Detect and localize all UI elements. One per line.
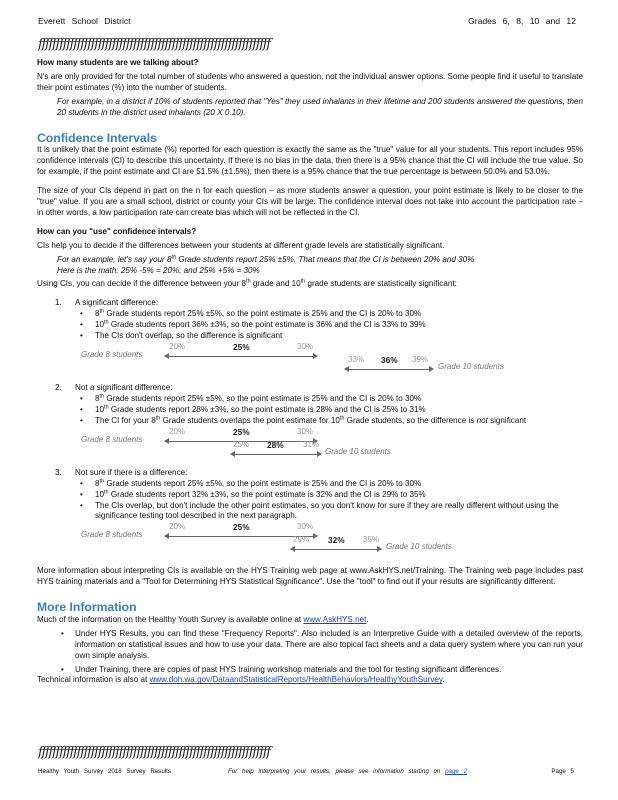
footer-decoration: ffffffffffffffffffffffffffffffffffffffffffffffffffffffffffffffffff	[38, 745, 270, 760]
page-2-link[interactable]: page 2	[445, 768, 468, 775]
item-number: 3.	[55, 467, 62, 477]
grade-8-high: 30%	[297, 342, 314, 352]
page-content	[37, 58, 583, 686]
grade-10-low: 25%	[233, 439, 250, 449]
ci-using-text: Using CIs, you can decide if the difference between your 8th grade and 10th grade students are statistically significant:	[37, 278, 457, 289]
ci-diagram-3	[45, 522, 583, 558]
ci-example-line-1: For an example, let's say your 8th Grade students report 25% ±5%. That means that the CI is between 20% and 30%	[57, 253, 475, 264]
grade-8-high: 30%	[297, 426, 314, 436]
askhys-link[interactable]: www.AskHYS.net	[303, 614, 367, 624]
grade-10-ci-arrow	[345, 369, 433, 370]
header-decoration: ffffffffffffffffffffffffffffffffffffffffffffffffffffffffffffffffff	[38, 37, 270, 52]
list-item: • Under HYS Results, you can find these "Frequency Reports". Also included is an Interpretive Guide with a detailed overview of the reports, information on statistical issues and how to use your data. There are also topical fact sheets and a data query system where you can run your own simple analysis.	[61, 628, 583, 660]
list-item: • 8th Grade students report 25% ±5%, so the point estimate is 25% and the CI is 20% to 30%	[80, 478, 422, 488]
more-info-intro: Much of the information on the Healthy Youth Survey is available online at www.AskHYS.net.	[37, 614, 369, 624]
list-item: • The CIs overlap, but don't include the other point estimates, so you don't know for sure if they are really different without using the significance testing tool described in the next paragraph.	[80, 500, 559, 521]
footer-center: For help interpreting your results, please see information starting on page 2	[228, 768, 468, 775]
grade-10-point: 28%	[267, 439, 284, 450]
ci-use-heading: How can you "use" confidence intervals?	[37, 226, 197, 236]
grade-10-label: Grade 10 students	[325, 446, 391, 456]
grade-8-label: Grade 8 students	[81, 350, 143, 360]
grade-10-label: Grade 10 students	[386, 542, 452, 552]
ci-diagram-2	[45, 427, 583, 463]
list-item: • The CIs don't overlap, so the difference is significant	[80, 331, 283, 341]
grade-10-high: 31%	[303, 439, 320, 449]
ci-paragraph-2: The size of your CIs depend in part on the n for each question – as more students answer a question, your point estimate is likely to be closer to the "true" value. If you are a small school, district or county your CIs will be large. The confidence interval does not take into account the participation rate – in other words, a low participation rate can create bias which will not be reflected in the CI.	[37, 186, 583, 217]
grade-10-high: 35%	[363, 535, 380, 545]
technical-info: Technical information is also at www.doh.wa.gov/DataandStatisticalReports/HealthBehaviors/HealthyYouthSurvey.	[37, 675, 445, 685]
list-item: • 10th Grade students report 28% ±3%, so the point estimate is 28% and the CI is 25% to 31%	[80, 404, 426, 414]
ci-example-line-2: Here is the math: 25% -5% = 20%, and 25% +5% = 30%	[57, 265, 260, 275]
item-title: A significant difference:	[75, 298, 159, 308]
grade-10-ci-arrow	[291, 549, 381, 550]
example-item-3	[37, 468, 583, 479]
grade-8-high: 30%	[297, 522, 314, 532]
ci-use-paragraph: CIs help you to decide if the differences between your students at different grade levels are statistically significant.	[37, 240, 445, 250]
grade-8-point: 25%	[233, 522, 250, 533]
grade-10-label: Grade 10 students	[438, 362, 504, 372]
item-title: Not a significant difference:	[75, 383, 173, 393]
more-ci-info: More information about interpreting CIs is available on the HYS Training web page at www.AskHYS.net/Training. The Training web page includes past HYS training materials and a "Tool for Determining HYS Statistical Significance". Use the "tool" to find out if your results are significantly different.	[37, 566, 583, 587]
item-number: 1.	[55, 298, 62, 308]
more-information-title: More Information	[37, 600, 137, 615]
grade-8-point: 25%	[233, 342, 250, 353]
item-number: 2.	[55, 383, 62, 393]
example-item-2	[37, 383, 583, 394]
doh-link[interactable]: www.doh.wa.gov/DataandStatisticalReports/HealthBehaviors/HealthyYouthSurvey	[149, 675, 443, 685]
item-title: Not sure if there is a difference:	[75, 467, 188, 477]
grade-10-low: 29%	[293, 535, 310, 545]
list-item: • The CI for your 8th Grade students overlaps the point estimate for 10th Grade students, so the difference is not significant	[80, 415, 527, 425]
header-district: Everett School District	[38, 16, 131, 26]
list-item: • 10th Grade students report 36% ±3%, so the point estimate is 36% and the CI is 33% to 39%	[80, 319, 426, 330]
grade-8-low: 20%	[169, 426, 186, 436]
intro-paragraph: N's are only provided for the total number of students who answered a question, not the individual answer options. Some people find it useful to translate their point estimates (%) into the number of students.	[37, 71, 583, 92]
footer-left: Healthy Youth Survey 2018 Survey Results	[38, 768, 171, 775]
example-item-1	[37, 298, 583, 309]
grade-8-low: 20%	[169, 342, 186, 352]
list-item: • Under Training, there are copies of past HYS training workshop materials and the tool for testing significant differences.	[61, 664, 502, 674]
intro-example: For example, in a district if 10% of students reported that "Yes" they used inhalants in their lifetime and 200 students answered the questions, then 20 students in the district used inhalants (20 X 0.10).	[57, 96, 583, 117]
ci-paragraph-1: It is unlikely that the point estimate (%) reported for each question is exactly the same as the "true" value for all your students. This report includes 95% confidence intervals (CI) to describe this uncertainty. If there is no bias in the data, then there is a 95% chance that the CI will include the true value. So for example, if the point estimate and CI are 51.5% (±1.5%), then there is a 95% chance that the true percentage is between 50.0% and 53.0%.	[37, 145, 583, 177]
list-item: • 8th Grade students report 25% ±5%, so the point estimate is 25% and the CI is 20% to 30%	[80, 393, 422, 403]
grade-10-high: 39%	[412, 355, 429, 365]
footer-page-number: Page 5	[551, 768, 574, 775]
intro-heading: How many students are we talking about?	[37, 58, 199, 67]
list-item: • 10th Grade students report 32% ±3%, so the point estimate is 32% and the CI is 29% to 35%	[80, 488, 426, 499]
grade-10-point: 36%	[381, 355, 398, 366]
grade-10-point: 32%	[328, 535, 345, 546]
grade-8-label: Grade 8 students	[81, 530, 143, 540]
confidence-intervals-title: Confidence Intervals	[37, 130, 157, 145]
grade-8-label: Grade 8 students	[81, 434, 143, 444]
grade-8-ci-arrow	[165, 356, 317, 357]
grade-10-low: 33%	[348, 355, 365, 365]
list-item: • 8th Grade students report 25% ±5%, so the point estimate is 25% and the CI is 20% to 30%	[80, 308, 422, 319]
grade-8-low: 20%	[169, 522, 186, 532]
ci-diagram-1	[45, 342, 583, 378]
header-grades: Grades 6, 8, 10 and 12	[468, 16, 576, 26]
grade-8-point: 25%	[233, 426, 250, 437]
grade-10-ci-arrow	[231, 454, 321, 455]
